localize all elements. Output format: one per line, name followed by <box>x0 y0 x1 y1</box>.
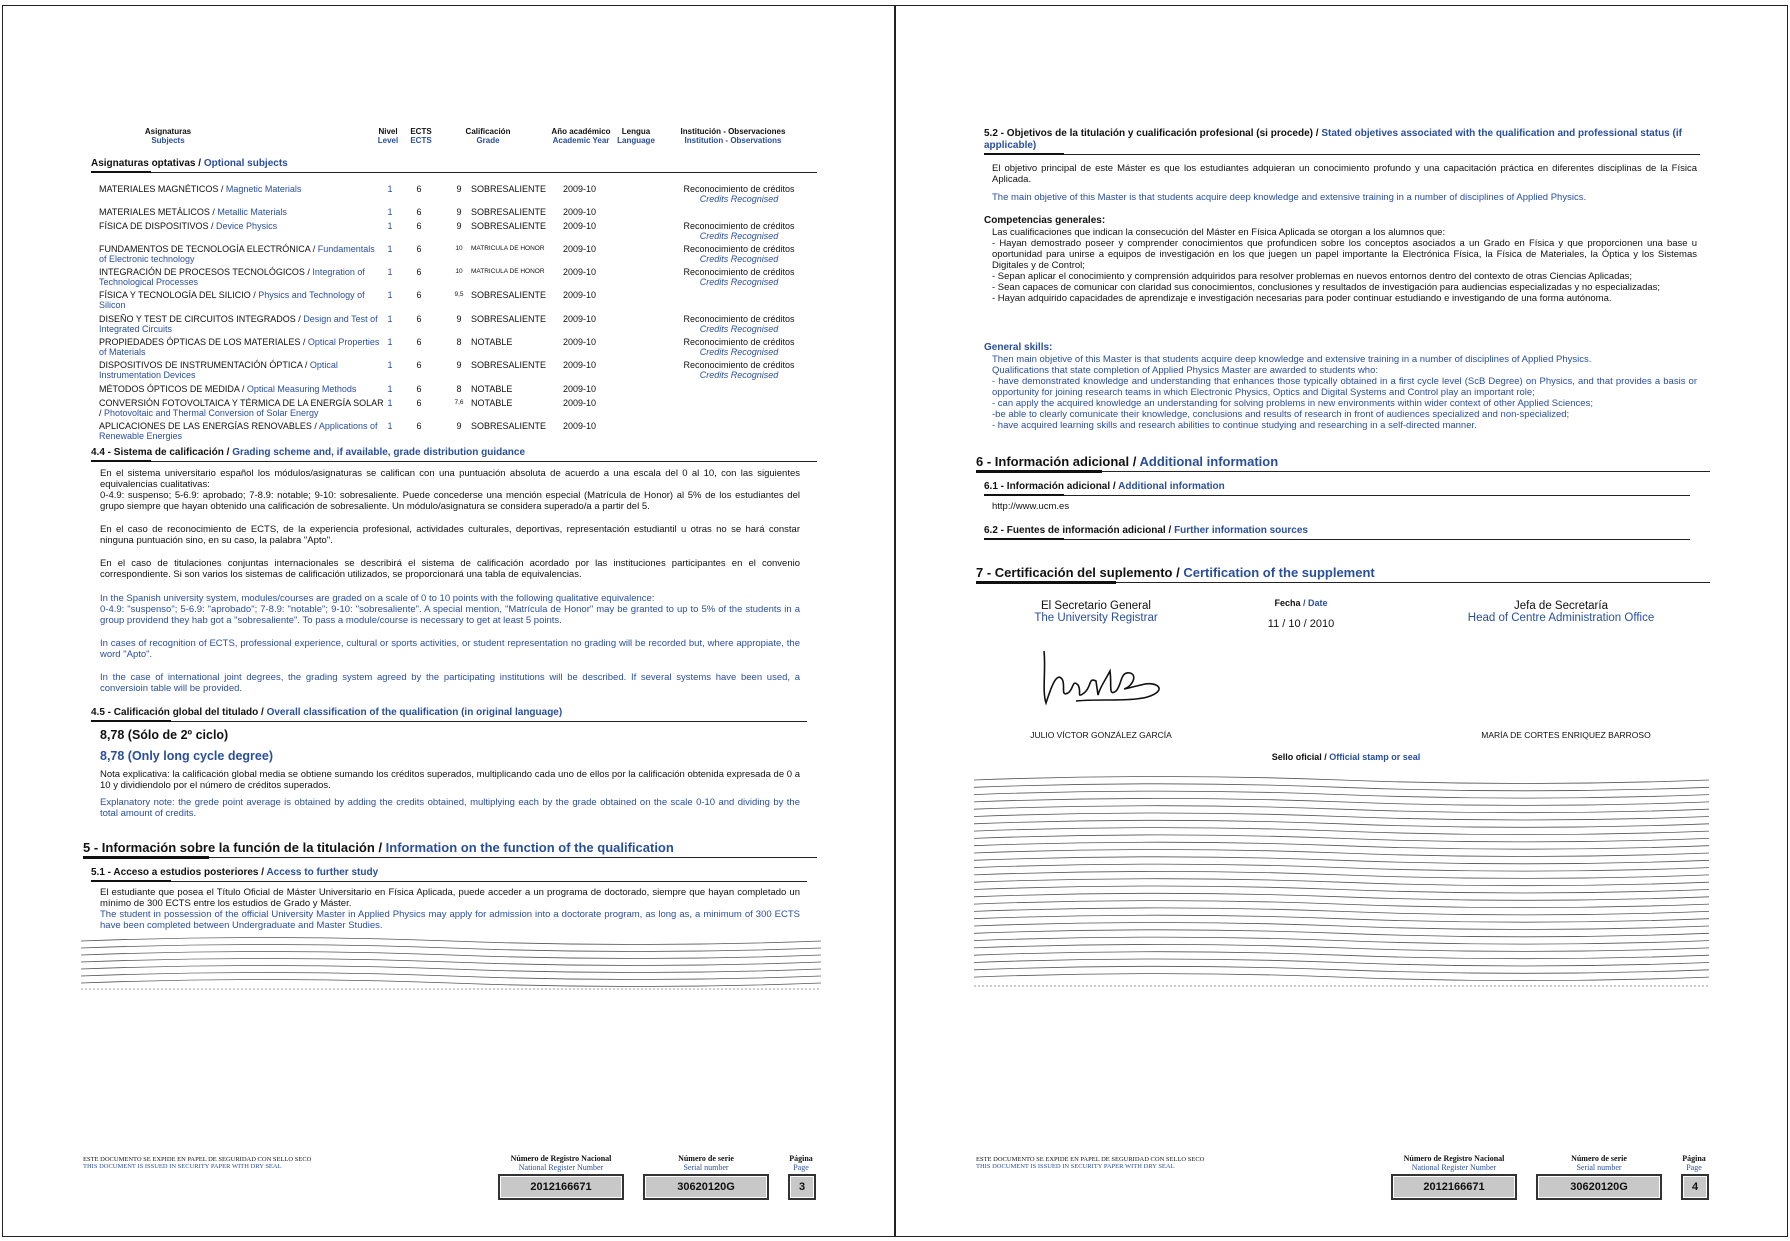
competencias-title: Competencias generales: <box>984 215 1106 226</box>
list-item: -be able to clearly comunicate their knowledge, conclusions and results of research in front of audiences specialized and non-specialized; <box>992 409 1570 420</box>
ects-cell: 6 <box>416 207 422 217</box>
footer-note: ESTE DOCUMENTO SE EXPIDE EN PAPEL DE SEGURIDAD CON SELLO SECO THIS DOCUMENT IS ISSUED IN SECURITY PAPER WITH DRY SEAL <box>83 1156 312 1170</box>
s52-es: El objetivo principal de este Máster es que los estudiantes adquieran un conocimiento profundo y una capacitación práctica en diferentes disciplinas de la Física Aplicada. <box>992 163 1697 185</box>
page-number-box: 3 <box>788 1174 816 1200</box>
ects-cell: 6 <box>416 267 422 277</box>
page-4 <box>895 5 1788 1237</box>
subject-name: APLICACIONES DE LAS ENERGÍAS RENOVABLES / Applications of Renewable Energies <box>99 421 378 441</box>
list-item: - Hayan adquirido capacidades de aprendizaje e investigación necesarias para poder continuar estudiando e investigando de una forma autónoma. <box>992 293 1612 304</box>
competencias-list <box>992 227 1697 304</box>
list-item: - can apply the acquired knowledge an understanding for solving problems in new environments within wider context of other Applied Sciences; <box>992 398 1593 409</box>
grade-cell: 9,5 <box>454 291 464 298</box>
institution-cell: Reconocimiento de créditos Credits Recognised <box>683 244 795 264</box>
institution-cell: Reconocimiento de créditos Credits Recognised <box>683 360 795 380</box>
s52-en: The main objetive of this Master is that students acquire deep knowledge and extensive training in a number of disciplines of Applied Physics. <box>992 192 1587 203</box>
level-cell: 1 <box>387 221 393 231</box>
year-cell: 2009-10 <box>563 290 597 300</box>
level-cell: 1 <box>387 244 393 254</box>
reg-number-box: 2012166671 <box>1391 1174 1517 1200</box>
col-year: Año académico Academic Year <box>551 127 611 145</box>
grade-text-cell: SOBRESALIENTE <box>471 360 547 370</box>
s44-e1: In the Spanish university system, modules/courses are graded on a scale of 0 to 10 points with the following qualitative equivalence: 0-4.9: "suspenso"; 5-6.9: "aprobado"; 7-8.9: "notable"; 9-10: "sobresaliente". A special mention, "Matrícula de Honor" may be granted to up to 5% of the students in a group providend they hab got a "sobresaliente". To pass a module/course is necessary to get at least 5 points. <box>100 593 800 626</box>
security-lines <box>81 936 821 991</box>
optional-subjects-heading: Asignaturas optativas / Optional subjects <box>91 158 288 169</box>
col-grade: Calificación Grade <box>465 127 511 145</box>
page-label: Página Page <box>789 1154 813 1172</box>
date-label: Fecha / Date <box>1274 598 1328 608</box>
list-item: - have acquired learning skills and research abilities to continue studying and researching in a self-directed manner. <box>992 420 1477 431</box>
list-item: - Sepan aplicar el conocimiento y comprensión adquiridos para resolver problemas en nuevos entornos dentro del contexto de otras Ciencias Aplicadas; <box>992 271 1633 282</box>
serial-label: Número de serie Serial number <box>678 1154 734 1172</box>
year-cell: 2009-10 <box>563 184 597 194</box>
grade-cell: 10 <box>455 268 463 275</box>
list-item: - have demonstrated knowledge and understanding that enhances those typically obtained in a first cycle level (ScB Degree) on Physics, and that provides a basis or opportunity for joining research teams in which Electronic Physics, Optics and Digital Systems and Control play an important role; <box>992 376 1697 398</box>
list-item: - Hayan demostrado poseer y comprender conocimientos que profundicen sobre los conceptos asociados a un Grado en Física y que proporcionen una base u oportunidad para unirse a equipos de investigación en los que juegen un papel importante la Electrónica Física, la Física de Materiales, la Óptica y los Sistemas Digitales y de Control; <box>992 238 1697 271</box>
grade-text-cell: SOBRESALIENTE <box>471 290 547 300</box>
seal-security-lines <box>974 774 1709 989</box>
level-cell: 1 <box>387 421 393 431</box>
list-item: Then main objetive of this Master is that students acquire deep knowledge and extensive training in a number of disciplines of Applied Physics. <box>992 354 1592 365</box>
s45-note-en: Explanatory note: the grede point average is obtained by adding the credits obtained, multiplying each by the grade obtained on the scale 0-10 and dividing by the total amount of credits. <box>100 797 800 819</box>
subject-name: PROPIEDADES ÓPTICAS DE LOS MATERIALES / Optical Properties of Materials <box>99 337 380 357</box>
grade-cell: 9 <box>456 314 462 324</box>
grade-cell: 7,6 <box>454 399 464 406</box>
s44-p1: En el sistema universitario español los módulos/asignaturas se califican con una puntuación absoluta de acuerdo a una escala del 0 al 10, con las siguientes equivalencias cualitativas: 0-4.9: suspenso; 5-6.9: aprobado; 7-8.9: notable; 9-10: sobresaliente. Puede concederse una mención especial (Matrícula de Honor) al 5% de los estudiantes del grupo siempre que hayan obtenido una calificación de sobresaliente. Un módulo/asignatura se considera superado/a a partir del 5. <box>100 468 800 512</box>
grade-cell: 8 <box>456 337 462 347</box>
grade-text-cell: NOTABLE <box>471 337 513 347</box>
page-3 <box>2 5 895 1237</box>
grade-text-cell: SOBRESALIENTE <box>471 314 547 324</box>
grade-text-cell: SOBRESALIENTE <box>471 421 547 431</box>
serial-number-box: 30620120G <box>1536 1174 1662 1200</box>
col-subjects: Asignaturas Subjects <box>144 127 192 145</box>
col-ects: ECTS ECTS <box>410 127 432 145</box>
level-cell: 1 <box>387 290 393 300</box>
ects-cell: 6 <box>416 337 422 347</box>
signer-1: JULIO VÍCTOR GONZÁLEZ GARCÍA <box>1030 730 1172 740</box>
subject-name: FUNDAMENTOS DE TECNOLOGÍA ELECTRÓNICA / Fundamentals of Electronic technology <box>99 244 375 264</box>
grade-cell: 9 <box>456 184 462 194</box>
secretary-title: El Secretario General The University Registrar <box>1034 600 1158 624</box>
ects-cell: 6 <box>416 314 422 324</box>
section-6-2-title: 6.2 - Fuentes de información adicional / Further information sources <box>984 525 1308 536</box>
grade-text-cell: MATRICULA DE HONOR <box>471 245 545 252</box>
ects-cell: 6 <box>416 398 422 408</box>
level-cell: 1 <box>387 267 393 277</box>
institution-cell: Reconocimiento de créditos Credits Recognised <box>683 337 795 357</box>
subject-name: MÉTODOS ÓPTICOS DE MEDIDA / Optical Measuring Methods <box>99 384 357 394</box>
ects-cell: 6 <box>416 421 422 431</box>
ects-cell: 6 <box>416 290 422 300</box>
year-cell: 2009-10 <box>563 314 597 324</box>
s44-e3: In the case of international joint degrees, the grading system agreed by the participating institutions will be described. If several systems have been used, a conversioin table will be provided. <box>100 672 800 694</box>
institution-cell: Reconocimiento de créditos Credits Recognised <box>683 267 795 287</box>
reg-number-box: 2012166671 <box>498 1174 624 1200</box>
institution-cell: Reconocimiento de créditos Credits Recognised <box>683 221 795 241</box>
ects-cell: 6 <box>416 184 422 194</box>
serial-number-box: 30620120G <box>643 1174 769 1200</box>
skills-title: General skills: <box>984 342 1053 353</box>
grade-cell: 9 <box>456 421 462 431</box>
year-cell: 2009-10 <box>563 360 597 370</box>
grade-cell: 9 <box>456 221 462 231</box>
subject-name: CONVERSIÓN FOTOVOLTAICA Y TÉRMICA DE LA ENERGÍA SOLAR / Photovoltaic and Thermal Conversion of Solar Energy <box>99 398 384 418</box>
grade-cell: 10 <box>455 245 463 252</box>
grade-text-cell: SOBRESALIENTE <box>471 221 547 231</box>
col-institution: Institución - Observaciones Institution - Observations <box>680 127 786 145</box>
section-4-4-title: 4.4 - Sistema de calificación / Grading scheme and, if available, grade distribution guidance <box>91 447 526 458</box>
subject-name: FÍSICA DE DISPOSITIVOS / Device Physics <box>99 221 278 231</box>
level-cell: 1 <box>387 314 393 324</box>
grade-text-cell: NOTABLE <box>471 384 513 394</box>
list-item: - Sean capaces de comunicar con claridad sus conocimientos, conclusiones y resultados de investigación para audiencias especializadas y no especializadas; <box>992 282 1661 293</box>
list-item: Qualifications that state completion of Applied Physics Master are awarded to students who: <box>992 365 1379 376</box>
list-item: Las cualificaciones que indican la consecución del Máster en Física Aplicada se otorgan a los alumnos que: <box>992 227 1446 238</box>
year-cell: 2009-10 <box>563 267 597 277</box>
section-5-2-title: 5.2 - Objetivos de la titulación y cualificación profesional (si procede) / Stated objetives associated with the qualification and professional status (if applicable) <box>984 128 1682 151</box>
col-level: Nivel Level <box>377 127 399 145</box>
s44-p3: En el caso de titulaciones conjuntas internacionales se describirá el sistema de calificación acordado por las instituciones participantes en el convenio correspondiente. Si son varios los sistemas de calificación utilizados, se proporcionará una tabla de equivalencias. <box>100 558 800 580</box>
ects-cell: 6 <box>416 360 422 370</box>
serial-label: Número de serie Serial number <box>1571 1154 1627 1172</box>
s51-es: El estudiante que posea el Título Oficial de Máster Universitario en Física Aplicada, puede acceder a un programa de doctorado, siempre que hayan completado un mínimo de 300 ECTS entre los estudios de Grado y Máster. <box>100 887 800 909</box>
skills-list <box>992 354 1697 431</box>
s44-e2: In cases of recognition of ECTS, professional experience, cultural or sports activities, or student representation no grading will be recorded but, where appropiate, the word "Apto". <box>100 638 800 660</box>
level-cell: 1 <box>387 398 393 408</box>
s51-en: The student in possession of the official University Master in Applied Physics may apply for admission into a doctorate program, as long as, a minimum of 300 ECTS have been completed between Undergraduate and Master Studies. <box>100 909 800 931</box>
ects-cell: 6 <box>416 221 422 231</box>
info-url[interactable]: http://www.ucm.es <box>992 501 1070 512</box>
grade-cell: 9 <box>456 360 462 370</box>
grade-cell: 8 <box>456 384 462 394</box>
subject-name: INTEGRACIÓN DE PROCESOS TECNOLÓGICOS / Integration of Technological Processes <box>99 267 365 287</box>
subject-name: MATERIALES MAGNÉTICOS / Magnetic Materials <box>99 184 302 194</box>
seal-label: Sello oficial / Official stamp or seal <box>1271 752 1421 762</box>
year-cell: 2009-10 <box>563 421 597 431</box>
level-cell: 1 <box>387 337 393 347</box>
section-5-title: 5 - Información sobre la función de la titulación / Information on the function of the qualification <box>83 840 674 855</box>
institution-cell: Reconocimiento de créditos Credits Recognised <box>683 314 795 334</box>
subject-name: FÍSICA Y TECNOLOGÍA DEL SILICIO / Physics and Technology of Silicon <box>99 290 365 310</box>
signer-2: MARÍA DE CORTES ENRIQUEZ BARROSO <box>1481 730 1651 740</box>
section-6-title: 6 - Información adicional / Additional information <box>976 454 1279 469</box>
date-value: 11 / 10 / 2010 <box>1267 618 1335 630</box>
year-cell: 2009-10 <box>563 398 597 408</box>
page-number-box: 4 <box>1681 1174 1709 1200</box>
grade-text-cell: MATRICULA DE HONOR <box>471 268 545 275</box>
level-cell: 1 <box>387 207 393 217</box>
grade-text-cell: SOBRESALIENTE <box>471 207 547 217</box>
year-cell: 2009-10 <box>563 384 597 394</box>
ects-cell: 6 <box>416 384 422 394</box>
section-6-1-title: 6.1 - Información adicional / Additional information <box>984 481 1225 492</box>
section-5-1-title: 5.1 - Acceso a estudios posteriores / Access to further study <box>91 867 379 878</box>
grade-text-cell: SOBRESALIENTE <box>471 184 547 194</box>
level-cell: 1 <box>387 184 393 194</box>
institution-cell: Reconocimiento de créditos Credits Recognised <box>683 184 795 204</box>
s44-p2: En el caso de reconocimiento de ECTS, de la experiencia profesional, actividades culturales, deportivas, representación estudiantil u otras no se hará constar ninguna puntuación sino, en su caso, la palabra "Apto". <box>100 524 800 546</box>
year-cell: 2009-10 <box>563 221 597 231</box>
section-7-title: 7 - Certificación del suplemento / Certification of the supplement <box>976 565 1375 580</box>
grade-cell: 9 <box>456 207 462 217</box>
section-4-5-title: 4.5 - Calificación global del titulado / Overall classification of the qualification (in original language) <box>91 707 563 718</box>
year-cell: 2009-10 <box>563 244 597 254</box>
grade-text-cell: NOTABLE <box>471 398 513 408</box>
s45-note-es: Nota explicativa: la calificación global media se obtiene sumando los créditos superados, multiplicando cada uno de ellos por la calificación obtenida expresada de 0 a 10 y dividiendolo por el número de créditos superados. <box>100 769 800 791</box>
reg-label: Número de Registro Nacional National Register Number <box>1403 1154 1505 1172</box>
year-cell: 2009-10 <box>563 337 597 347</box>
level-cell: 1 <box>387 384 393 394</box>
overall-grade-es: 8,78 (Sólo de 2º ciclo) <box>100 728 229 742</box>
level-cell: 1 <box>387 360 393 370</box>
subject-name: MATERIALES METÁLICOS / Metallic Materials <box>99 207 287 217</box>
signature-image <box>1036 641 1176 711</box>
reg-label: Número de Registro Nacional National Register Number <box>510 1154 612 1172</box>
footer-note: ESTE DOCUMENTO SE EXPIDE EN PAPEL DE SEGURIDAD CON SELLO SECO THIS DOCUMENT IS ISSUED IN SECURITY PAPER WITH DRY SEAL <box>976 1156 1205 1170</box>
ects-cell: 6 <box>416 244 422 254</box>
year-cell: 2009-10 <box>563 207 597 217</box>
subject-name: DISEÑO Y TEST DE CIRCUITOS INTEGRADOS / Design and Test of Integrated Circuits <box>99 314 378 334</box>
head-office-title: Jefa de Secretaría Head of Centre Administration Office <box>1467 600 1655 624</box>
subject-name: DISPOSITIVOS DE INSTRUMENTACIÓN ÓPTICA / Optical Instrumentation Devices <box>99 360 338 380</box>
col-language: Lengua Language <box>617 127 655 145</box>
overall-grade-en: 8,78 (Only long cycle degree) <box>100 749 273 763</box>
page-label: Página Page <box>1682 1154 1706 1172</box>
